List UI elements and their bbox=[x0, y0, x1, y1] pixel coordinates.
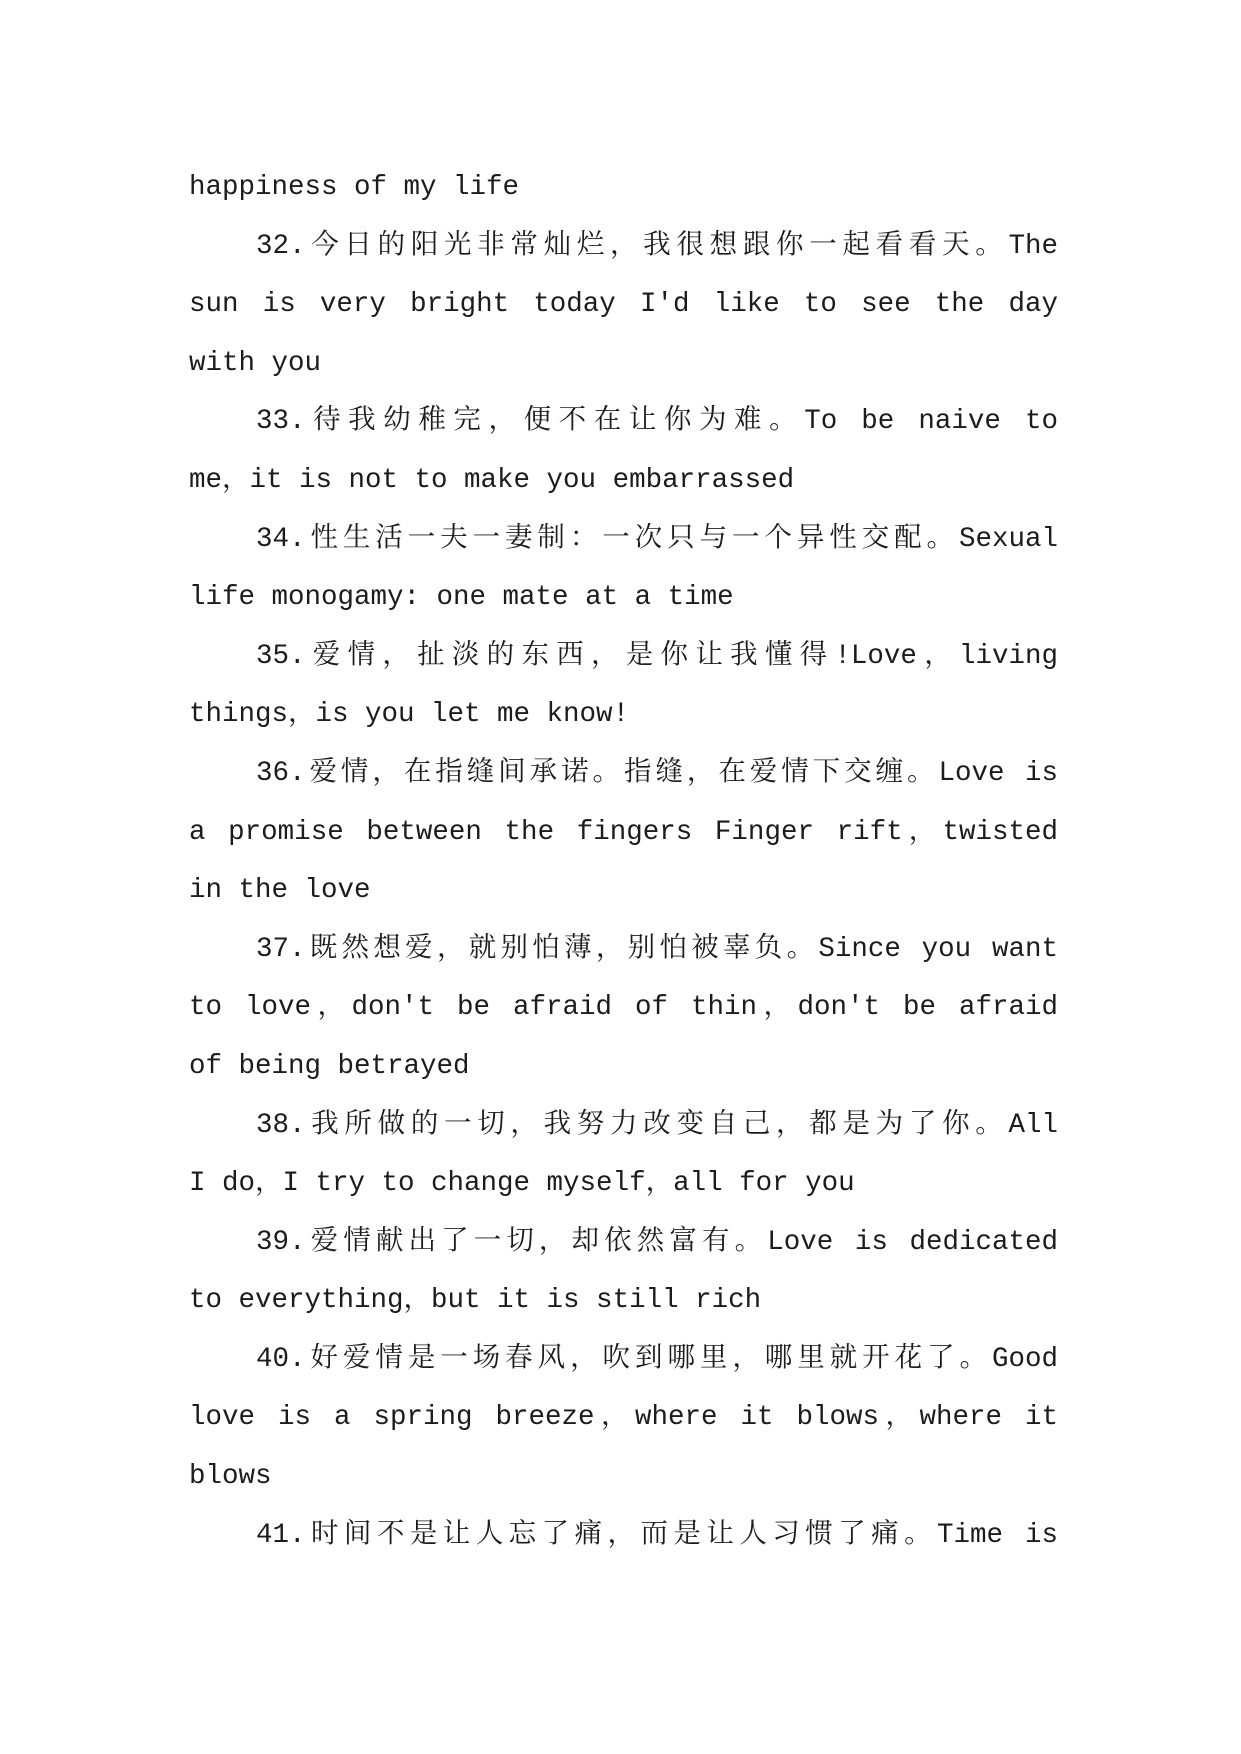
list-item bbox=[189, 218, 1058, 394]
item-line: to love，don't be afraid of thin，don't be afraid bbox=[189, 992, 1058, 1024]
continuation-line: happiness of my life bbox=[189, 172, 520, 203]
item-line bbox=[189, 218, 1058, 277]
item-text: 待我幼稚完，便不在让你为难。To be naive to bbox=[305, 406, 1058, 438]
item-line bbox=[189, 1507, 1058, 1566]
item-line: in the love bbox=[189, 875, 371, 907]
item-text: 爱情献出了一切，却依然富有。Love is dedicated bbox=[305, 1226, 1058, 1258]
item-text: 好爱情是一场春风，吹到哪里，哪里就开花了。Good bbox=[305, 1343, 1058, 1375]
item-number: 37. bbox=[256, 933, 306, 965]
item-text: 既然想爱，就别怕薄，别怕被辜负。Since you want bbox=[305, 933, 1058, 965]
item-number: 38. bbox=[256, 1109, 306, 1141]
item-text: 爱情，扯淡的东西，是你让我懂得!Love，living bbox=[305, 640, 1058, 672]
item-text: 今日的阳光非常灿烂，我很想跟你一起看看天。The bbox=[305, 230, 1058, 262]
item-line: I do，I try to change myself，all for you bbox=[189, 1168, 855, 1200]
item-line: blows bbox=[189, 1461, 272, 1493]
item-line: with you bbox=[189, 347, 322, 379]
item-number: 36. bbox=[256, 757, 306, 789]
list-item bbox=[189, 628, 1058, 745]
item-text: 我所做的一切，我努力改变自己，都是为了你。All bbox=[305, 1109, 1058, 1141]
item-line: life monogamy: one mate at a time bbox=[189, 582, 734, 614]
list-item bbox=[189, 1214, 1058, 1331]
item-line bbox=[189, 628, 1058, 687]
item-line: a promise between the fingers Finger rift，twisted bbox=[189, 816, 1058, 848]
item-line bbox=[189, 511, 1058, 570]
list-item bbox=[189, 1331, 1058, 1507]
item-line: love is a spring breeze，where it blows，where it bbox=[189, 1402, 1058, 1434]
item-text: 时间不是让人忘了痛，而是让人习惯了痛。Time is bbox=[305, 1519, 1058, 1551]
item-line bbox=[189, 1214, 1058, 1273]
item-text: 爱情，在指缝间承诺。指缝，在爱情下交缠。Love is bbox=[305, 757, 1058, 789]
list-item bbox=[189, 921, 1058, 1097]
list-item bbox=[189, 745, 1058, 921]
list-item bbox=[189, 1097, 1058, 1214]
item-line: things，is you let me know! bbox=[189, 699, 630, 731]
document-text bbox=[189, 159, 1058, 1565]
item-line bbox=[189, 745, 1058, 804]
item-line bbox=[189, 1331, 1058, 1390]
item-number: 35. bbox=[256, 640, 306, 672]
item-line: to everything，but it is still rich bbox=[189, 1285, 762, 1317]
item-line: of being betrayed bbox=[189, 1050, 470, 1082]
item-number: 40. bbox=[256, 1343, 306, 1375]
item-line bbox=[189, 921, 1058, 980]
item-number: 41. bbox=[256, 1519, 306, 1551]
item-number: 32. bbox=[256, 230, 306, 262]
item-line: me，it is not to make you embarrassed bbox=[189, 464, 795, 496]
list-item bbox=[189, 1507, 1058, 1566]
item-line bbox=[189, 1097, 1058, 1156]
item-number: 39. bbox=[256, 1226, 306, 1258]
list-item bbox=[189, 393, 1058, 510]
item-text: 性生活一夫一妻制：一次只与一个异性交配。Sexual bbox=[305, 523, 1058, 555]
item-line: sun is very bright today I'd like to see the day bbox=[189, 289, 1058, 321]
item-number: 33. bbox=[256, 406, 306, 438]
list-item bbox=[189, 511, 1058, 628]
item-number: 34. bbox=[256, 523, 306, 555]
item-line bbox=[189, 393, 1058, 452]
